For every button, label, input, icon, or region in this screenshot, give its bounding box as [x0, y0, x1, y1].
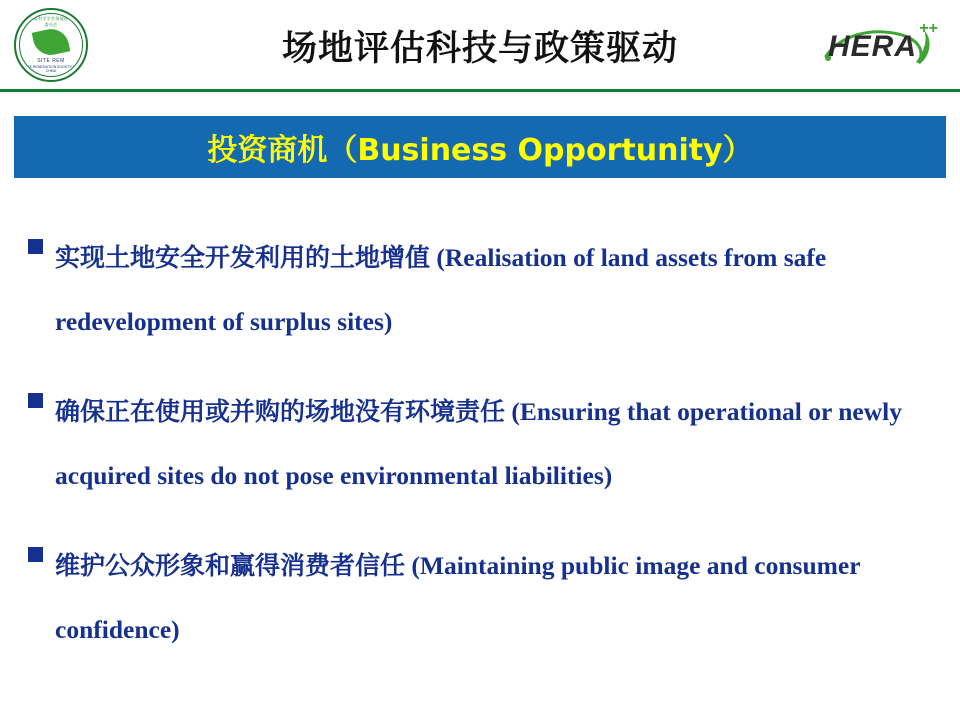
- bullet-text-cn: 确保正在使用或并购的场地没有环境责任: [55, 397, 506, 426]
- slide-header: [0, 0, 960, 92]
- list-item: [28, 380, 938, 508]
- hera-logo: [820, 14, 940, 76]
- section-banner-title: 投资商机（Business Opportunity）: [207, 133, 753, 168]
- square-bullet-icon: [28, 393, 43, 408]
- bullet-text-en: (Maintaining public image and consumer confidence): [55, 551, 861, 644]
- logo-inner-ring: [19, 13, 83, 77]
- list-item: [28, 534, 938, 662]
- site-rem-logo-cn-text: 中国环境科学学会场地环境专业委员会: [20, 16, 82, 27]
- bullet-text: [55, 226, 938, 354]
- square-bullet-icon: [28, 239, 43, 254]
- bullet-list: [28, 226, 938, 688]
- bullet-text: [55, 380, 938, 508]
- list-item: [28, 226, 938, 354]
- square-bullet-icon: [28, 547, 43, 562]
- bullet-text-cn: 维护公众形象和赢得消费者信任: [55, 551, 406, 580]
- bullet-text-cn: 实现土地安全开发利用的土地增值: [55, 243, 431, 272]
- site-rem-logo: [14, 8, 88, 82]
- bullet-text: [55, 534, 938, 662]
- hera-logo-text: HERA: [828, 30, 918, 63]
- bullet-text-en: (Ensuring that operational or newly acquired sites do not pose environmental liabilities): [55, 397, 902, 490]
- bullet-text-en: (Realisation of land assets from safe redevelopment of surplus sites): [55, 243, 827, 336]
- page-title: 场地评估科技与政策驱动: [281, 29, 678, 69]
- section-banner: [14, 116, 946, 178]
- hera-logo-superscript: ++: [919, 20, 938, 37]
- leaf-icon: [32, 26, 71, 59]
- header-divider: [0, 89, 960, 92]
- site-rem-logo-en-text: SITE REM: [37, 58, 65, 64]
- site-rem-logo-sub-text: SITE REMEDIATION SOCIETY OF CHINA: [24, 65, 78, 73]
